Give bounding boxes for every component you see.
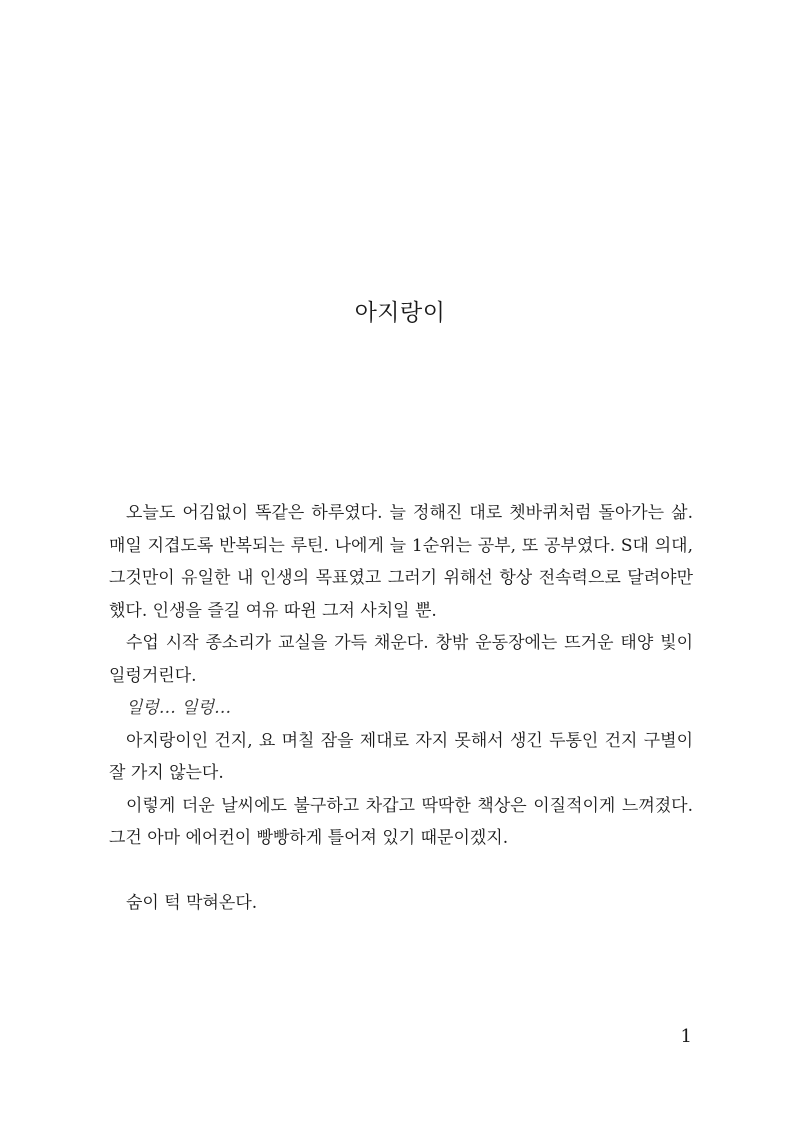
- paragraph-headache: 아지랑이인 건지, 요 며칠 잠을 제대로 자지 못해서 생긴 두통인 건지 구별이 잘 가지 않는다.: [109, 730, 693, 783]
- paragraph-shimmer: 일렁… 일렁…: [126, 698, 232, 718]
- paragraph-opening: 오늘도 어김없이 똑같은 하루였다. 늘 정해진 대로 쳇바퀴처럼 돌아가는 삶. 매일 지겹도록 반복되는 루틴. 나에게 늘 1순위는 공부, 또 공부였다. S대 의대, 그것만이 유일한 내 인생의 목표였고 그러기 위해선 항상 전속력으로 달려야만 했다. 인생을 즐길 여유 따윈 그저 사치일 뿐.: [109, 503, 693, 621]
- chapter-title: 아지랑이: [354, 300, 446, 326]
- paragraph-desk: 이렇게 더운 날씨에도 불구하고 차갑고 딱딱한 책상은 이질적이게 느껴졌다. 그건 아마 에어컨이 빵빵하게 틀어져 있기 때문이겠지.: [109, 795, 693, 848]
- paragraph-breath: 숨이 턱 막혀온다.: [126, 893, 258, 913]
- page-number: 1: [680, 1026, 692, 1047]
- paragraph-classroom: 수업 시작 종소리가 교실을 가득 채운다. 창밖 운동장에는 뜨거운 태양 빛이 일렁거린다.: [109, 633, 693, 686]
- chapter-body: [109, 497, 693, 920]
